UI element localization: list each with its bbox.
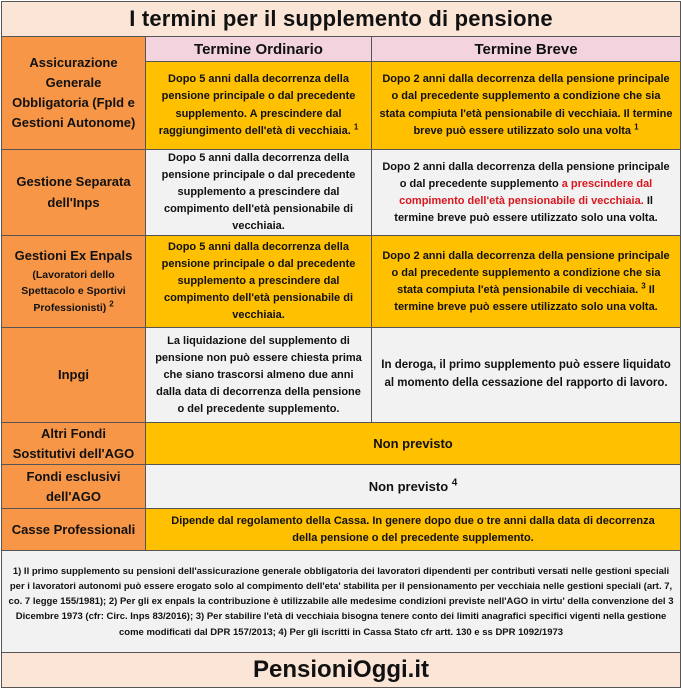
header-row [2, 37, 681, 62]
footnote-ref: 2 [109, 299, 114, 309]
fondi-esclusivi-value-cell [146, 465, 681, 509]
column-header-ordinario: Termine Ordinario [146, 37, 372, 62]
row-label-fondi-esclusivi: Fondi esclusivi dell'AGO [2, 465, 146, 509]
inpgi-breve-cell: In deroga, il primo supplemento può essere liquidato al momento della cessazione del rapporto di lavoro. [372, 328, 681, 423]
enpals-breve-text: Dopo 2 anni dalla decorrenza della pensione principale o dal precedente supplemento a condizione che sia stata compiuta l'età pensionabile di vecchiaia. [382, 249, 670, 296]
enpals-label-sub [8, 267, 139, 317]
enpals-breve-note: Il termine breve può essere utilizzato solo una volta. [394, 283, 658, 313]
gestione-separata-breve-cell [372, 150, 681, 236]
ago-ordinario-cell [146, 62, 372, 150]
footnote-ref: 4 [451, 477, 458, 489]
notes-row [2, 551, 681, 653]
ago-breve-text: Dopo 2 anni dalla decorrenza della pensione principale o dal precedente supplemento a condizione che sia stata compiuta l'età pensionabile di vecchiaia. Il termine breve può essere utilizzato solo una volta [379, 73, 673, 137]
row-label-ago [2, 37, 146, 150]
altri-fondi-value: Non previsto [146, 423, 681, 465]
title-row [2, 2, 681, 37]
row-label-ago-text: Assicurazione Generale Obbligatoria (Fpld e Gestioni Autonome) [11, 54, 136, 131]
highlighted-condition: a prescindere dal compimento dell'età pensionabile di vecchiaia. [399, 177, 653, 207]
table-row-casse-professionali [2, 509, 681, 551]
page-title: I termini per il supplemento di pensione [2, 2, 681, 37]
table-row-altri-fondi [2, 423, 681, 465]
footer-row [2, 653, 681, 688]
inpgi-ordinario-cell: La liquidazione del supplemento di pensione non può essere chiesta prima che siano trascorsi almeno due anni dalla data di decorrenza della pensione o del precedente supplemento. [146, 328, 372, 423]
ago-breve-cell [372, 62, 681, 150]
table-row-enpals [2, 236, 681, 328]
ago-ordinario-text: Dopo 5 anni dalla decorrenza della pensione principale o dal precedente supplemento. A prescindere dal raggiungimento dell'età di vecchiaia. [158, 73, 356, 137]
terms-table [1, 1, 681, 688]
row-label-casse-professionali: Casse Professionali [2, 509, 146, 551]
enpals-breve-cell [372, 236, 681, 328]
table-row-inpgi [2, 328, 681, 423]
row-label-altri-fondi: Altri Fondi Sostitutivi dell'AGO [2, 423, 146, 465]
casse-professionali-value: Dipende dal regolamento della Cassa. In genere dopo due o tre anni dalla data di decorrenza della pensione o del precedente supplemento. [146, 509, 681, 551]
row-label-gestione-separata: Gestione Separata dell'Inps [2, 150, 146, 236]
table-row-gestione-separata [2, 150, 681, 236]
row-label-inpgi: Inpgi [2, 328, 146, 423]
enpals-label-sub-text: (Lavoratori dello Spettacolo e Sportivi Professionisti) [21, 268, 126, 315]
column-header-breve: Termine Breve [372, 37, 681, 62]
footnote-ref: 1 [634, 121, 639, 131]
fondi-esclusivi-value: Non previsto [368, 479, 449, 495]
gestione-separata-breve-text: Dopo 2 anni dalla decorrenza della pensione principale o dal precedente supplemento [382, 160, 670, 190]
footnote-ref: 1 [353, 121, 359, 131]
gestione-separata-ordinario-cell: Dopo 5 anni dalla decorrenza della pensione principale o dal precedente supplemento a prescindere dal compimento dell'età pensionabile di vecchiaia. [146, 150, 372, 236]
enpals-ordinario-cell: Dopo 5 anni dalla decorrenza della pensione principale o dal precedente supplemento a prescindere dal compimento dell'età pensionabile di vecchiaia. [146, 236, 372, 328]
row-label-enpals [2, 236, 146, 328]
table-row-fondi-esclusivi [2, 465, 681, 509]
footnotes: 1) Il primo supplemento su pensioni dell'assicurazione generale obbligatoria dei lavoratori dipendenti per contributi versati nelle gestioni speciali per i lavoratori autonomi può essere erogato solo al compimento dell'eta' stabilita per il pensionamento per vecchiaia nelle gestioni speciali (art. 7, co. 7 legge 155/1981); 2) Per gli ex enpals la contribuzione è utilizzabile alle medesime condizioni previste nell'AGO in virtu' della convenzione del 3 Dicembre 1973 (cfr: Circ. Inps 83/2016); 3) Per stabilire l'età di vecchiaia bisogna tenere conto dei limiti anagrafici specifici vigenti nella gestione come modificati dal DPR 157/2013; 4) Per gli iscritti in Cassa Stato cfr artt. 130 e ss DPR 1092/1973 [2, 551, 681, 653]
gestione-separata-breve-note: Il termine breve può essere utilizzato solo una volta. [394, 194, 658, 224]
enpals-label-title: Gestioni Ex Enpals [14, 248, 133, 264]
footnote-ref: 3 [641, 281, 646, 291]
footer-brand: PensioniOggi.it [2, 653, 681, 688]
